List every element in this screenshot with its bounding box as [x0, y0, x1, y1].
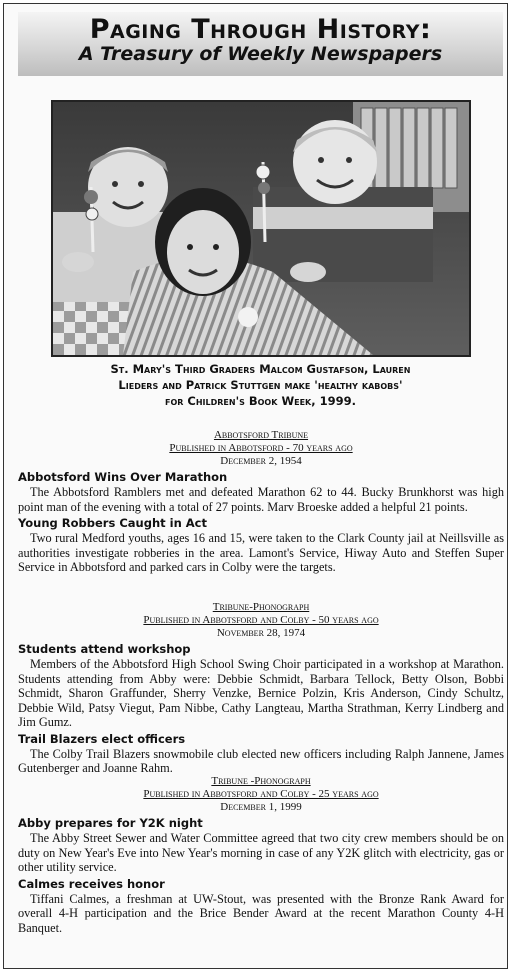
article-headline: Calmes receives honor — [18, 876, 165, 891]
paper-name: Abbotsford Tribune — [213, 429, 309, 441]
caption-line: for Children's Book Week, 1999. — [164, 394, 357, 408]
article-headline: Students attend workshop — [18, 642, 191, 656]
article-body: Members of the Abbotsford High School Swing Choir participated in a workshop at Marathon. Students attending from Abby were: Debbie Schmidt, Barbara Tellock, Betty Olson, Bobbi Schmidt, Sharon Graffunder, Sherry Venzke, Bernice Polzin, Kris Anderson, Cindy Schultz, Debbie Wild, Patsy Viegut, Pam Nibbe, Cathy Langteau, Martha Strathman, Kerry Lindberg and Jim Gumz. — [18, 657, 504, 729]
caption-line: St. Mary's Third Graders Malcom Gustafson, Lauren — [110, 362, 411, 376]
article-body: Tiffani Calmes, a freshman at UW-Stout, was presented with the Bronze Rank Award for overall 4-H participation and the Brice Bender Award at the recent Marathon County 4-H Banquet. — [18, 891, 504, 935]
section-header — [18, 429, 504, 468]
article-headline: Trail Blazers elect officers — [18, 731, 186, 746]
issue-date: December 2, 1954 — [220, 455, 302, 467]
article-headline: Abby prepares for Y2K night — [18, 816, 203, 830]
paper-name: Tribune-Phonograph — [212, 601, 310, 613]
article-headline: Abbotsford Wins Over Marathon — [18, 470, 228, 484]
column-subtitle: A Treasury of Weekly Newspapers — [78, 43, 443, 65]
article-body: The Colby Trail Blazers snowmobile club elected new officers including Ralph Jannene, James Gutenberger and Joanne Rahm. — [18, 746, 504, 775]
newspaper-page — [3, 3, 508, 969]
issue-date: November 28, 1974 — [216, 627, 306, 639]
published-line: Published in Abbotsford - 70 years ago — [169, 442, 353, 454]
article-body: Two rural Medford youths, ages 16 and 15, were taken to the Clark County jail at Neillsville as authorities investigate robberies in the area. Lamont's Service, Hiway Auto and Steffen Super Service in Abbotsford and parked cars in Colby were the targets. — [18, 531, 504, 574]
section-50-years-ago — [18, 601, 504, 776]
section-70-years-ago — [18, 429, 504, 575]
issue-date: December 1, 1999 — [220, 801, 302, 813]
photo-caption — [24, 361, 497, 409]
section-header — [18, 601, 504, 640]
paper-name: Tribune -Phonograph — [211, 775, 311, 787]
section-header — [18, 775, 504, 814]
article-body: The Abbotsford Ramblers met and defeated Marathon 62 to 44. Bucky Brunkhorst was high point man of the evening with a total of 27 points. Marv Broeske added a helpful 21 points. — [18, 485, 504, 514]
caption-line: Lieders and Patrick Stuttgen make 'healthy kabobs' — [118, 378, 403, 392]
photo-children-kabobs — [51, 100, 471, 357]
column-title: Paging Through History: — [89, 14, 432, 45]
photo-image — [53, 102, 469, 355]
section-25-years-ago — [18, 775, 504, 935]
article-body: The Abby Street Sewer and Water Committee agreed that two city crew members should be on duty on New Year's Eve into New Year's morning in case of any Y2K glitch with electricity, gas or other utility service. — [18, 831, 504, 874]
column-header — [18, 12, 503, 76]
published-line: Published in Abbotsford and Colby - 25 years ago — [143, 788, 379, 800]
article-headline: Young Robbers Caught in Act — [18, 516, 207, 530]
published-line: Published in Abbotsford and Colby - 50 years ago — [143, 614, 379, 626]
